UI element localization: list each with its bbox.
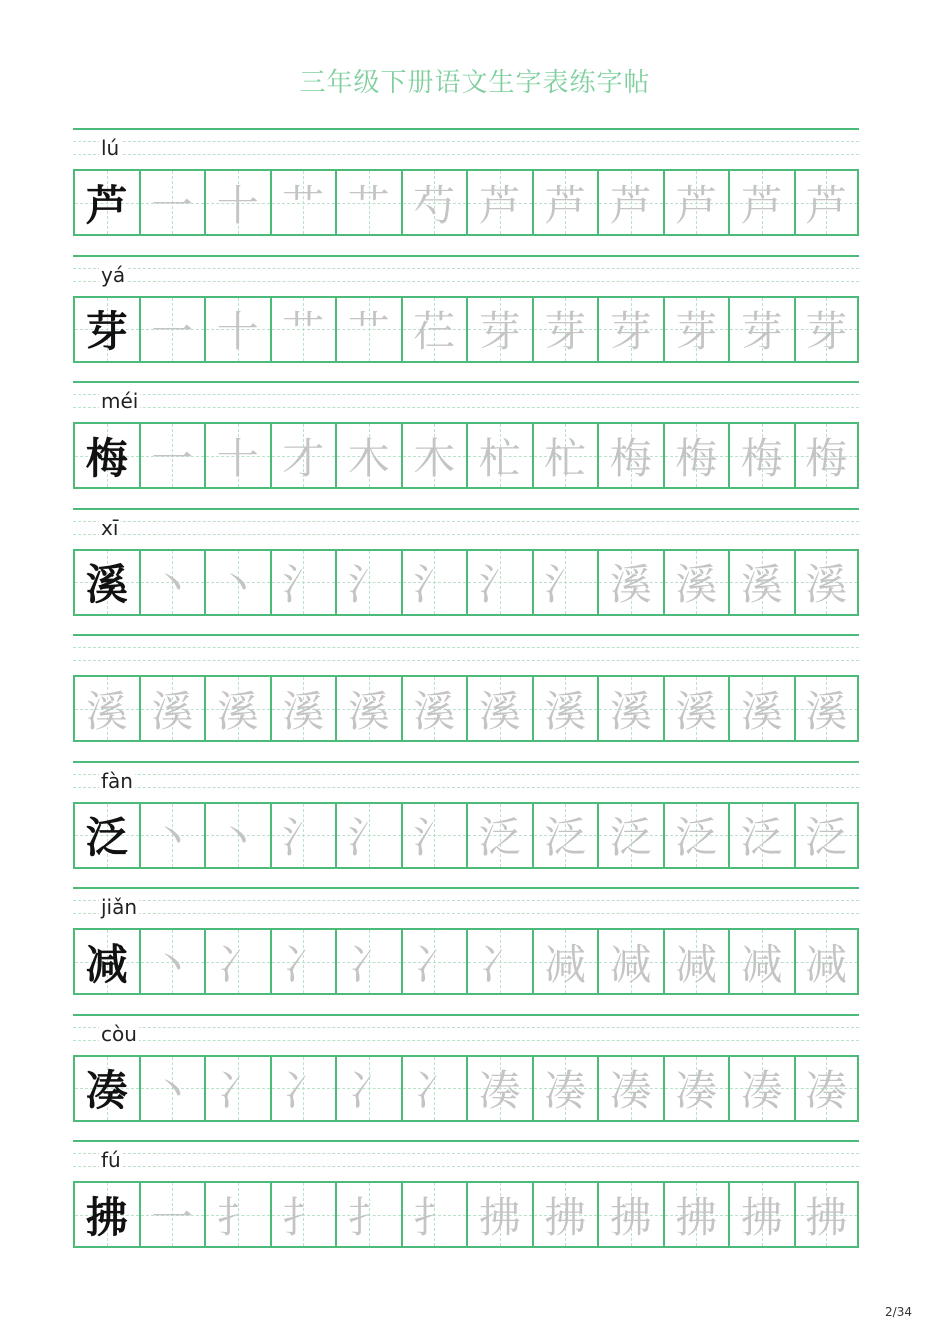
trace-cell: [466, 422, 532, 489]
trace-character: 溪: [740, 686, 783, 736]
guide-line: [73, 521, 859, 522]
trace-character: 拂: [544, 1192, 587, 1242]
trace-character: 溪: [216, 686, 259, 736]
trace-character: 溪: [85, 686, 128, 736]
character-row: [73, 422, 859, 489]
trace-cell: [401, 422, 467, 489]
trace-character: 十: [216, 433, 259, 483]
trace-cell: [270, 802, 336, 869]
trace-cell: [270, 1055, 336, 1122]
trace-character: 凑: [478, 1066, 521, 1115]
guide-line: [73, 141, 859, 142]
trace-character: 丶: [151, 939, 194, 989]
trace-cell: [139, 549, 205, 616]
guide-line: [73, 900, 859, 901]
trace-character: 丶: [151, 1066, 194, 1115]
trace-character: 减: [740, 939, 783, 989]
trace-cell: [466, 802, 532, 869]
character-row: [73, 169, 859, 236]
trace-character: 氵: [282, 813, 325, 862]
trace-character: 芦: [675, 180, 718, 230]
guide-line: [73, 394, 859, 395]
trace-cell: [728, 1181, 794, 1248]
trace-character: 丶: [216, 560, 259, 609]
trace-cell: [794, 296, 860, 363]
trace-character: 冫: [478, 939, 521, 989]
trace-cell: [728, 928, 794, 995]
trace-character: 泛: [675, 813, 718, 862]
trace-cell: [597, 169, 663, 236]
trace-character: 溪: [282, 686, 325, 736]
model-character-cell: [73, 928, 139, 995]
trace-cell: [466, 169, 532, 236]
trace-character: 芦: [478, 180, 521, 230]
trace-cell: [532, 802, 598, 869]
trace-cell: [335, 675, 401, 742]
trace-character: 一: [151, 1192, 194, 1242]
trace-cell: [794, 422, 860, 489]
guide-line: [73, 774, 859, 775]
practice-block: [73, 887, 859, 1014]
trace-character: 十: [216, 180, 259, 230]
trace-cell: [597, 422, 663, 489]
trace-character: 溪: [347, 686, 390, 736]
trace-cell: [401, 169, 467, 236]
guide-line: [73, 887, 859, 889]
practice-block: [73, 255, 859, 382]
trace-cell: [204, 169, 270, 236]
practice-block: [73, 761, 859, 888]
model-character: 泛: [85, 813, 128, 862]
trace-character: 梅: [805, 433, 848, 483]
trace-cell: [794, 1055, 860, 1122]
trace-cell: [466, 549, 532, 616]
trace-character: 芽: [675, 307, 718, 356]
trace-character: 凑: [675, 1066, 718, 1115]
trace-character: 氵: [347, 813, 390, 862]
guide-line: [73, 660, 859, 661]
model-character: 芦: [85, 180, 128, 230]
guide-line: [73, 281, 859, 282]
trace-character: 冫: [282, 1066, 325, 1115]
trace-cell: [204, 675, 270, 742]
trace-cell: [728, 1055, 794, 1122]
trace-cell: [728, 675, 794, 742]
practice-block: [73, 128, 859, 255]
pinyin-band: [73, 128, 859, 169]
trace-cell: [597, 296, 663, 363]
pinyin-band: [73, 634, 859, 675]
guide-line: [73, 268, 859, 269]
guide-line: [73, 1153, 859, 1154]
guide-line: [73, 787, 859, 788]
trace-character: 芽: [478, 307, 521, 356]
trace-cell: [532, 169, 598, 236]
trace-cell: [204, 1181, 270, 1248]
trace-cell: [139, 1181, 205, 1248]
pinyin-label: lú: [101, 136, 120, 160]
trace-character: 氵: [282, 560, 325, 609]
trace-character: 减: [544, 939, 587, 989]
trace-character: 艹: [282, 307, 325, 356]
practice-block: [73, 508, 859, 635]
guide-line: [73, 1140, 859, 1142]
trace-character: 溪: [805, 686, 848, 736]
trace-cell: [728, 296, 794, 363]
trace-character: 芽: [544, 307, 587, 356]
trace-character: 芦: [544, 180, 587, 230]
guide-line: [73, 508, 859, 510]
trace-character: 冫: [347, 939, 390, 989]
trace-character: 凑: [609, 1066, 652, 1115]
model-character-cell: [73, 1181, 139, 1248]
trace-cell: [270, 296, 336, 363]
trace-character: 芦: [740, 180, 783, 230]
trace-cell: [139, 169, 205, 236]
trace-cell: [597, 1181, 663, 1248]
pinyin-band: [73, 508, 859, 549]
trace-cell: [728, 549, 794, 616]
trace-character: 溪: [609, 686, 652, 736]
trace-cell: [597, 675, 663, 742]
trace-character: 减: [675, 939, 718, 989]
trace-character: 氵: [478, 560, 521, 609]
model-character: 溪: [85, 560, 128, 609]
trace-character: 梅: [609, 433, 652, 483]
guide-line: [73, 1040, 859, 1041]
trace-character: 溪: [740, 560, 783, 609]
trace-cell: [139, 296, 205, 363]
guide-line: [73, 534, 859, 535]
trace-cell: [466, 296, 532, 363]
trace-character: 溪: [151, 686, 194, 736]
pinyin-band: [73, 255, 859, 296]
trace-cell: [532, 1055, 598, 1122]
practice-block: [73, 1014, 859, 1141]
trace-character: 梅: [740, 433, 783, 483]
trace-cell: [663, 1181, 729, 1248]
trace-character: 一: [151, 180, 194, 230]
trace-cell: [663, 549, 729, 616]
guide-line: [73, 634, 859, 636]
trace-cell: [204, 296, 270, 363]
trace-cell: [401, 1181, 467, 1248]
model-character: 芽: [85, 307, 128, 356]
trace-character: 溪: [413, 686, 456, 736]
trace-character: 氵: [347, 560, 390, 609]
pinyin-label: fàn: [101, 768, 133, 793]
trace-character: 拂: [609, 1192, 652, 1242]
practice-block: [73, 634, 859, 761]
trace-character: 泛: [544, 813, 587, 862]
trace-cell: [204, 549, 270, 616]
page-title: 三年级下册语文生字表练字帖: [299, 68, 651, 98]
trace-character: 芽: [805, 307, 848, 356]
trace-character: 杧: [478, 433, 521, 483]
trace-character: 艹: [347, 180, 390, 230]
trace-character: 梅: [675, 433, 718, 483]
trace-cell: [728, 802, 794, 869]
trace-cell: [204, 802, 270, 869]
trace-cell: [794, 802, 860, 869]
pinyin-band: [73, 381, 859, 422]
trace-cell: [139, 1055, 205, 1122]
trace-cell: [663, 169, 729, 236]
trace-character: 凑: [805, 1066, 848, 1115]
guide-line: [73, 381, 859, 383]
trace-cell: [794, 1181, 860, 1248]
character-row: [73, 928, 859, 995]
trace-cell: [204, 928, 270, 995]
trace-cell: [466, 675, 532, 742]
trace-cell: [728, 422, 794, 489]
model-character: 减: [85, 939, 128, 989]
trace-cell: [401, 675, 467, 742]
pinyin-band: [73, 1140, 859, 1181]
trace-cell: [794, 675, 860, 742]
trace-cell: [532, 296, 598, 363]
trace-character: 减: [609, 939, 652, 989]
trace-cell: [728, 169, 794, 236]
character-row: [73, 549, 859, 616]
practice-block: [73, 1140, 859, 1267]
trace-cell: [663, 1055, 729, 1122]
character-row: [73, 802, 859, 869]
trace-character: 才: [282, 433, 325, 483]
model-character-cell: [73, 169, 139, 236]
trace-cell: [73, 675, 139, 742]
trace-character: 艹: [282, 180, 325, 230]
trace-character: 木: [347, 433, 390, 483]
trace-character: 冫: [282, 939, 325, 989]
trace-cell: [532, 675, 598, 742]
model-character: 拂: [85, 1192, 128, 1242]
trace-character: 泛: [478, 813, 521, 862]
trace-character: 一: [151, 433, 194, 483]
model-character: 凑: [85, 1066, 128, 1115]
trace-character: 一: [151, 307, 194, 356]
trace-character: 丶: [151, 813, 194, 862]
trace-character: 氵: [413, 560, 456, 609]
trace-character: 溪: [675, 560, 718, 609]
trace-character: 扌: [216, 1192, 259, 1242]
trace-cell: [335, 296, 401, 363]
trace-cell: [335, 928, 401, 995]
trace-character: 氵: [544, 560, 587, 609]
model-character-cell: [73, 802, 139, 869]
trace-character: 拂: [805, 1192, 848, 1242]
trace-character: 艹: [347, 307, 390, 356]
trace-cell: [335, 169, 401, 236]
trace-cell: [270, 1181, 336, 1248]
guide-line: [73, 154, 859, 155]
trace-cell: [597, 928, 663, 995]
guide-line: [73, 1027, 859, 1028]
trace-character: 减: [805, 939, 848, 989]
trace-character: 溪: [478, 686, 521, 736]
trace-cell: [663, 675, 729, 742]
character-row: [73, 675, 859, 742]
trace-cell: [794, 549, 860, 616]
pinyin-label: yá: [101, 262, 126, 287]
trace-character: 丶: [216, 813, 259, 862]
trace-cell: [401, 802, 467, 869]
trace-character: 芦: [805, 180, 848, 230]
guide-line: [73, 913, 859, 914]
trace-cell: [139, 675, 205, 742]
trace-character: 芽: [609, 307, 652, 356]
trace-cell: [401, 296, 467, 363]
trace-cell: [270, 422, 336, 489]
guide-line: [73, 255, 859, 257]
trace-cell: [532, 928, 598, 995]
trace-cell: [270, 675, 336, 742]
model-character-cell: [73, 422, 139, 489]
pinyin-label: méi: [101, 389, 139, 413]
model-character-cell: [73, 1055, 139, 1122]
trace-character: 丶: [151, 560, 194, 609]
trace-cell: [139, 422, 205, 489]
page-number: 2/34: [885, 1305, 912, 1319]
trace-cell: [597, 1055, 663, 1122]
pinyin-label: jiǎn: [101, 895, 138, 919]
trace-cell: [401, 928, 467, 995]
trace-character: 扌: [347, 1192, 390, 1242]
trace-character: 泛: [740, 813, 783, 862]
trace-character: 拂: [675, 1192, 718, 1242]
trace-character: 冫: [216, 1066, 259, 1115]
guide-line: [73, 1014, 859, 1016]
trace-character: 扌: [413, 1192, 456, 1242]
trace-character: 冫: [413, 1066, 456, 1115]
pinyin-band: [73, 761, 859, 802]
trace-character: 杧: [544, 433, 587, 483]
trace-character: 氵: [413, 813, 456, 862]
guide-line: [73, 128, 859, 130]
trace-cell: [794, 169, 860, 236]
guide-line: [73, 647, 859, 648]
trace-cell: [597, 549, 663, 616]
trace-character: 泛: [805, 813, 848, 862]
trace-character: 凑: [544, 1066, 587, 1115]
trace-cell: [663, 296, 729, 363]
pinyin-band: [73, 1014, 859, 1055]
character-row: [73, 1055, 859, 1122]
trace-cell: [335, 422, 401, 489]
trace-cell: [204, 1055, 270, 1122]
trace-cell: [663, 802, 729, 869]
trace-cell: [335, 1055, 401, 1122]
pinyin-label: fú: [101, 1148, 121, 1172]
trace-cell: [139, 928, 205, 995]
trace-character: 溪: [805, 560, 848, 609]
trace-character: 拂: [740, 1192, 783, 1242]
trace-character: 十: [216, 307, 259, 356]
trace-cell: [663, 422, 729, 489]
trace-character: 溪: [544, 686, 587, 736]
practice-block: [73, 381, 859, 508]
trace-cell: [270, 928, 336, 995]
trace-cell: [270, 169, 336, 236]
practice-sheet: [73, 128, 859, 1267]
trace-cell: [335, 549, 401, 616]
guide-line: [73, 1166, 859, 1167]
pinyin-label: còu: [101, 1021, 137, 1046]
trace-character: 芍: [413, 180, 456, 230]
trace-cell: [204, 422, 270, 489]
trace-cell: [335, 802, 401, 869]
trace-character: 冫: [347, 1066, 390, 1115]
trace-cell: [663, 928, 729, 995]
trace-character: 凑: [740, 1066, 783, 1115]
character-row: [73, 296, 859, 363]
trace-cell: [532, 549, 598, 616]
trace-cell: [401, 1055, 467, 1122]
trace-character: 拂: [478, 1192, 521, 1242]
guide-line: [73, 407, 859, 408]
trace-cell: [466, 1181, 532, 1248]
trace-character: 芦: [609, 180, 652, 230]
model-character: 梅: [85, 433, 128, 483]
guide-line: [73, 761, 859, 763]
trace-cell: [270, 549, 336, 616]
trace-character: 溪: [675, 686, 718, 736]
pinyin-band: [73, 887, 859, 928]
trace-cell: [597, 802, 663, 869]
trace-cell: [401, 549, 467, 616]
trace-character: 芽: [740, 307, 783, 356]
model-character-cell: [73, 296, 139, 363]
trace-character: 冫: [413, 939, 456, 989]
trace-character: 扌: [282, 1192, 325, 1242]
trace-character: 木: [413, 433, 456, 483]
character-row: [73, 1181, 859, 1248]
trace-cell: [532, 422, 598, 489]
trace-cell: [139, 802, 205, 869]
trace-character: 溪: [609, 560, 652, 609]
trace-character: 泛: [609, 813, 652, 862]
pinyin-label: xī: [101, 515, 119, 540]
trace-cell: [466, 928, 532, 995]
trace-character: 冫: [216, 939, 259, 989]
trace-cell: [532, 1181, 598, 1248]
trace-cell: [794, 928, 860, 995]
trace-cell: [335, 1181, 401, 1248]
trace-cell: [466, 1055, 532, 1122]
trace-character: 芢: [413, 307, 456, 356]
model-character-cell: [73, 549, 139, 616]
